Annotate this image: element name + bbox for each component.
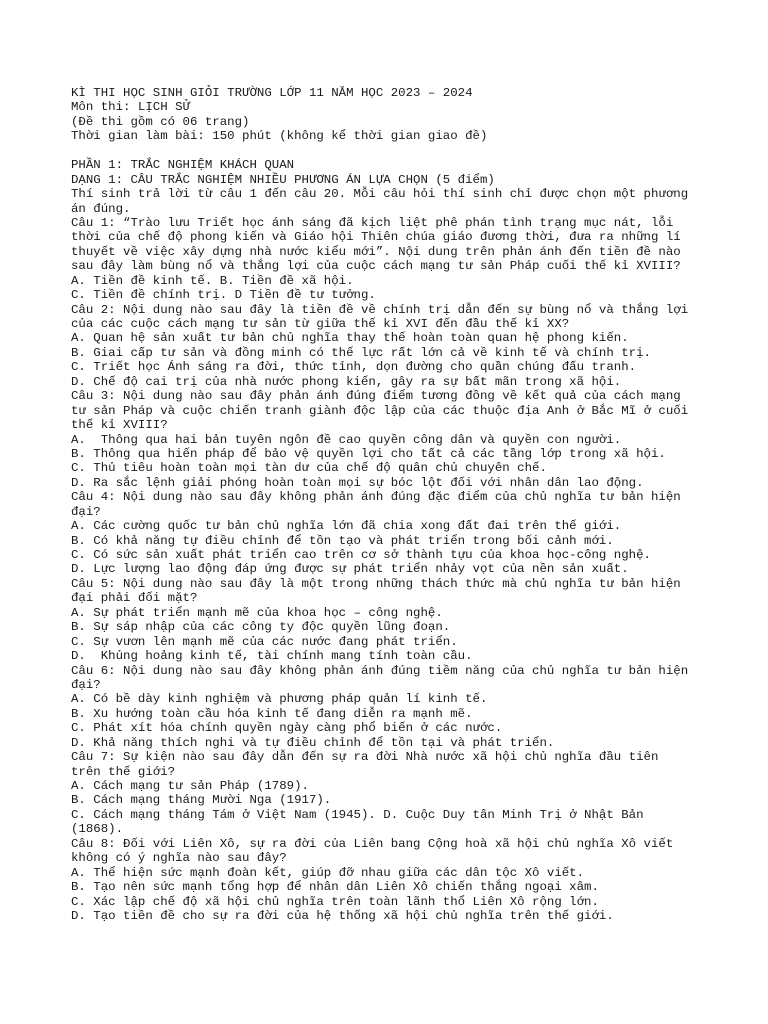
part-title: PHẦN 1: TRẮC NGHIỆM KHÁCH QUAN [71,158,295,173]
question-2-option-a: A. Quan hệ sản xuất tư bản chủ nghĩa thay thế hoàn toàn quan hệ phong kiến. [71,331,629,346]
question-8-option-b: B. Tạo nên sức mạnh tổng hợp để nhân dân Liên Xô chiến thắng ngoại xâm. [71,880,599,895]
question-3-option-d: D. Ra sắc lệnh giải phóng hoàn toàn mọi sự bóc lột đối với nhân dân lao động. [71,475,644,490]
instruction-line: Thí sinh trả lời từ câu 1 đến câu 20. Mỗi câu hỏi thí sinh chỉ được chọn một phương [71,187,689,202]
question-5-option-a: A. Sự phát triển mạnh mẽ của khoa học – công nghệ. [71,605,443,620]
question-3-text: thế kỉ XVIII? [71,418,168,433]
question-6-text: Câu 6: Nội dung nào sau đây không phản ánh đúng tiềm năng của chủ nghĩa tư bản hiện [71,663,689,678]
question-5-option-c: C. Sự vươn lên mạnh mẽ của các nước đang phát triển. [71,634,458,649]
question-1-text: Câu 1: “Trào lưu Triết học ánh sáng đã kịch liệt phê phán tình trạng mục nát, lỗi [71,215,674,230]
question-3-text: Câu 3: Nội dung nào sau đây phản ánh đúng điểm tương đồng về kết quả của cách mạng [71,389,681,404]
question-2-option-d: D. Chế độ cai trị của nhà nước phong kiến, gây ra sự bất mãn trong xã hội. [71,374,622,389]
type-title: DẠNG 1: CÂU TRẮC NGHIỆM NHIỀU PHƯƠNG ÁN LỰA CHỌN (5 điểm) [71,172,495,187]
question-5-text: Câu 5: Nội dung nào sau đây là một trong những thách thức mà chủ nghĩa tư bản hiện [71,576,681,591]
question-6-option-b: B. Xu hướng toàn cầu hóa kinh tế đang diễn ra mạnh mẽ. [71,706,473,721]
question-1-text: thời của chế độ phong kiến và Giáo hội Thiên chúa giáo đương thời, đưa ra những lí [71,230,681,245]
question-8-option-d: D. Tạo tiền đề cho sự ra đời của hệ thống xã hội chủ nghĩa trên thế giới. [71,908,614,923]
question-4-option-a: A. Các cường quốc tư bản chủ nghĩa lớn đã chia xong đất đai trên thế giới. [71,519,622,534]
question-2-text: của các cuộc cách mạng tư sản từ giữa thế kỉ XVI đến đầu thế kỉ XX? [71,317,570,331]
question-2-text: Câu 2: Nội dung nào sau đây là tiền đề về chính trị dẫn đến sự bùng nổ và thắng lợi [71,302,689,317]
document-body [71,86,711,923]
question-1-text: sau đây làm bùng nổ và thắng lợi của cuộc cách mạng tư sản Pháp cuối thế kỉ XVIII? [71,259,681,274]
question-7-option-a: A. Cách mạng tư sản Pháp (1789). [71,779,309,793]
question-6-option-d: D. Khả năng thích nghi và tự điều chỉnh để tồn tại và phát triển. [71,735,555,750]
question-2-option-c: C. Triết học Ánh sáng ra đời, thức tỉnh, dọn đường cho quần chúng đấu tranh. [71,360,637,375]
question-3-option-a: A. Thông qua hai bản tuyên ngôn đề cao quyền công dân và quyền con người. [71,432,622,447]
question-4-option-b: B. Có khả năng tự điều chỉnh để tồn tạo và phát triển trong bối cảnh mới. [71,533,614,548]
exam-subject: Môn thi: LỊCH SỬ [71,100,190,115]
question-7-options-cd: (1868). [71,822,124,837]
question-4-text: Câu 4: Nội dung nào sau đây không phản ánh đúng đặc điểm của chủ nghĩa tư bản hiện [71,490,681,505]
question-5-option-d: D. Khủng hoảng kinh tế, tài chính mang tính toàn cầu. [71,649,473,664]
question-6-option-a: A. Có bề dày kinh nghiệm và phương pháp quản lí kinh tế. [71,692,488,707]
exam-pages-note: (Đề thi gồm có 06 trang) [71,114,250,129]
question-7-options-cd: C. Cách mạng tháng Tám ở Việt Nam (1945). D. Cuộc Duy tân Minh Trị ở Nhật Bản [71,807,644,822]
question-5-option-b: B. Sự sáp nhập của các công ty độc quyền lũng đoạn. [71,620,451,635]
question-8-text: Câu 8: Đối với Liên Xô, sự ra đời của Liên bang Cộng hoà xã hội chủ nghĩa Xô viết [71,836,674,851]
question-1-options-ab: A. Tiền đề kinh tế. B. Tiền đề xã hội. [71,273,354,288]
exam-duration: Thời gian làm bài: 150 phút (không kể thời gian giao đề) [71,129,488,144]
question-6-text: đại? [71,677,101,692]
question-7-option-b: B. Cách mạng tháng Mười Nga (1917). [71,793,332,808]
exam-title: KÌ THI HỌC SINH GIỎI TRƯỜNG LỚP 11 NĂM HỌC 2023 – 2024 [71,86,473,100]
question-3-option-c: C. Thủ tiêu hoàn toàn mọi tàn dư của chế độ quân chủ chuyên chế. [71,461,547,476]
question-1-options-cd: C. Tiền đề chính trị. D Tiền đề tư tưởng. [71,288,376,303]
question-1-text: thuyết về việc xây dựng nhà nước kiểu mới”. Nội dung trên phản ánh đến tiền đề nào [71,244,681,259]
question-8-option-a: A. Thể hiện sức mạnh đoàn kết, giúp đỡ nhau giữa các dân tộc Xô viết. [71,865,585,880]
question-3-option-b: B. Thông qua hiến pháp để bảo vệ quyền lợi cho tất cả các tầng lớp trong xã hội. [71,446,666,461]
question-4-option-c: C. Có sức sản xuất phát triển cao trên cơ sở thành tựu của khoa học-công nghệ. [71,548,651,562]
question-7-text: Câu 7: Sự kiện nào sau đây dẫn đến sự ra đời Nhà nước xã hội chủ nghĩa đầu tiên [71,750,659,765]
question-7-text: trên thế giới? [71,764,176,779]
question-5-text: đại phải đối mặt? [71,591,198,606]
question-3-text: tư sản Pháp và cuộc chiến tranh giành độc lập của các thuộc địa Anh ở Bắc Mĩ ở cuối [71,403,689,418]
question-6-option-c: C. Phát xít hóa chính quyền ngày càng phổ biến ở các nước. [71,721,503,736]
question-8-text: không có ý nghĩa nào sau đây? [71,851,287,866]
question-4-option-d: D. Lực lượng lao động đáp ứng được sự phát triển nhảy vọt của nền sản xuất. [71,562,629,577]
question-2-option-b: B. Giai cấp tư sản và đồng minh có thế lực rất lớn cả về kinh tế và chính trị. [71,345,651,360]
question-8-option-c: C. Xác lập chế độ xã hội chủ nghĩa trên toàn lãnh thổ Liên Xô rộng lớn. [71,894,599,909]
question-4-text: đại? [71,504,101,519]
instruction-line: án đúng. [71,201,131,216]
spacer [71,144,711,158]
